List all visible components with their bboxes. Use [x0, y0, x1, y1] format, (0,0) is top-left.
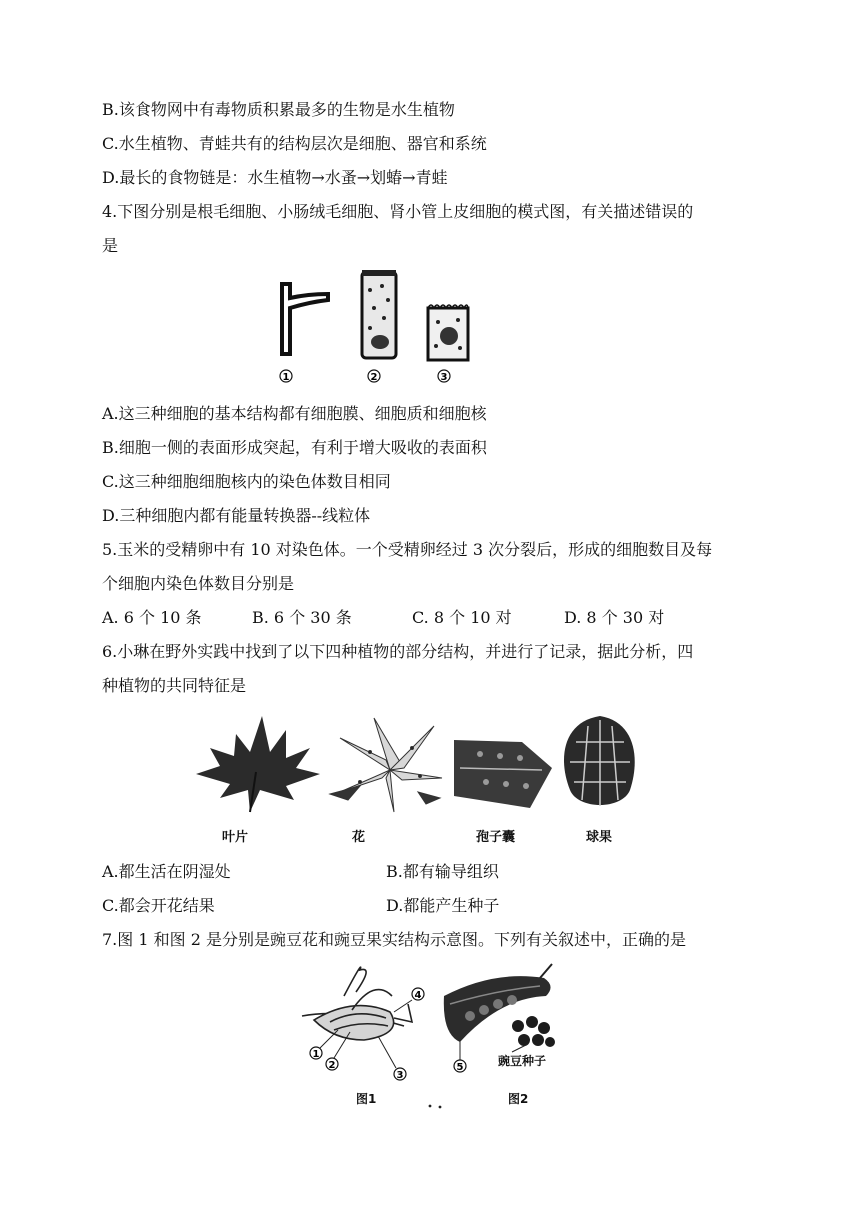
- q3-option-d: D.最长的食物链是：水生植物→水蚤→划蝽→青蛙: [102, 168, 448, 187]
- sporangium-illustration: [454, 740, 552, 808]
- svg-text:3: 3: [440, 372, 448, 383]
- q3-option-c: C.水生植物、青蛙共有的结构层次是细胞、器官和系统: [102, 134, 487, 153]
- q6-option-c: C.都会开花结果: [102, 896, 215, 915]
- q4-option-a: A.这三种细胞的基本结构都有细胞膜、细胞质和细胞核: [102, 404, 487, 423]
- svg-text:5: 5: [456, 1062, 464, 1073]
- pod-label-5: [454, 1040, 466, 1073]
- q5-option-d: D. 8 个 30 对: [564, 608, 665, 627]
- q5-stem-line1: 5.玉米的受精卵中有 10 对染色体。一个受精卵经过 3 次分裂后，形成的细胞数目及每: [102, 540, 713, 559]
- caption-flower: 花: [352, 830, 366, 845]
- caption-sporangium: 孢子囊: [476, 830, 516, 845]
- q4-option-d: D.三种细胞内都有能量转换器--线粒体: [102, 506, 371, 525]
- q5-option-b: B. 6 个 30 条: [252, 608, 352, 627]
- fig1-caption: 图1: [356, 1092, 377, 1106]
- q4-option-b: B.细胞一侧的表面形成突起，有利于增大吸收的表面积: [102, 438, 487, 457]
- q6-option-d: D.都能产生种子: [386, 896, 500, 915]
- flower-label-1: [310, 1030, 338, 1060]
- caption-cone: 球果: [586, 830, 613, 845]
- q4-stem-line1: 4.下图分别是根毛细胞、小肠绒毛细胞、肾小管上皮细胞的模式图，有关描述错误的: [102, 202, 694, 221]
- pea-flower-illustration: [302, 967, 412, 1040]
- intestinal-cell-illustration: [362, 270, 396, 358]
- q7-stem: 7.图 1 和图 2 是分别是豌豆花和豌豆果实结构示意图。下列有关叙述中，正确的是: [102, 930, 686, 949]
- svg-text:2: 2: [370, 372, 378, 383]
- pea-pod-illustration: [444, 964, 552, 1042]
- q5-stem-line2: 个细胞内染色体数目分别是: [102, 574, 295, 593]
- q6-option-b: B.都有输导组织: [386, 862, 499, 881]
- q6-stem-line1: 6.小琳在野外实践中找到了以下四种植物的部分结构，并进行了记录，据此分析，四: [102, 642, 694, 661]
- cell-label-3: [438, 370, 450, 383]
- root-hair-cell-illustration: [282, 284, 328, 354]
- q4-cell-figure: [270, 262, 480, 388]
- pine-cone-illustration: [564, 716, 635, 806]
- svg-text:1: 1: [282, 372, 290, 383]
- q4-stem-line2: 是: [102, 236, 119, 255]
- svg-text:1: 1: [312, 1049, 320, 1060]
- svg-text:2: 2: [328, 1060, 336, 1071]
- flower-label-3: [378, 1036, 406, 1081]
- q6-stem-line2: 种植物的共同特征是: [102, 676, 247, 695]
- svg-text:4: 4: [414, 990, 422, 1001]
- caption-leaf: 叶片: [222, 830, 249, 845]
- renal-cell-illustration: [428, 305, 468, 360]
- cell-label-1: [280, 370, 292, 383]
- cell-label-2: [368, 370, 380, 383]
- q5-option-a: A. 6 个 10 条: [102, 608, 202, 627]
- q6-option-a: A.都生活在阴湿处: [102, 862, 231, 881]
- fig2-caption: 图2: [508, 1092, 529, 1106]
- q5-option-c: C. 8 个 10 对: [412, 608, 512, 627]
- flower-illustration: [330, 718, 442, 812]
- pea-seeds-illustration: [512, 1016, 555, 1047]
- q6-plant-figure: [190, 712, 640, 822]
- svg-text:3: 3: [396, 1070, 404, 1081]
- leaf-illustration: [196, 716, 320, 812]
- q4-option-c: C.这三种细胞细胞核内的染色体数目相同: [102, 472, 391, 491]
- seed-label: 豌豆种子: [498, 1054, 547, 1068]
- q7-pea-figure: [294, 956, 568, 1110]
- q3-option-b: B.该食物网中有毒物质积累最多的生物是水生植物: [102, 100, 455, 119]
